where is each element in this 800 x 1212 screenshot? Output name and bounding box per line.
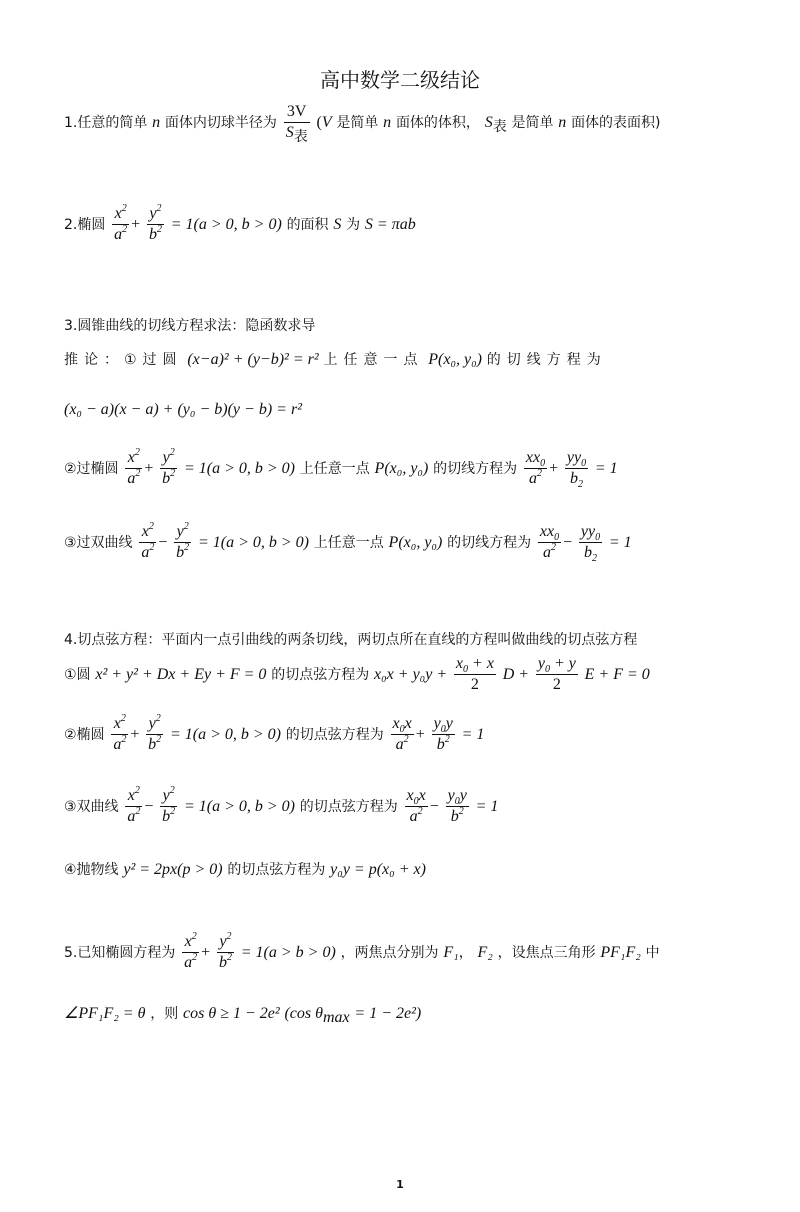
s4-ellipse: ②椭圆 $\frac{x^2}{a^2}$ + $\frac{y^2}{b^2}$ = 1(a > 0, b > 0) 的切点弦方程为 $\frac{x_0x}{a^2}$ + $\frac{y_0y}{b^2}$ = 1 (64, 713, 485, 753)
s4-circle-res-c: E + F = 0 (584, 666, 650, 683)
s2-condition: = 1(a > 0, b > 0) (170, 216, 282, 233)
s5-angle: ∠PF₁F₂ = θ (64, 1005, 146, 1022)
s1-frac-num: 3V (284, 104, 310, 123)
s3-circle-tangent-eq: (x₀ − a)(x − a) + (y₀ − b)(y − b) = r² (64, 401, 302, 418)
s3-heading-text: 3.圆锥曲线的切线方程求法：隐函数求导 (64, 318, 316, 334)
page-number: 1 (396, 1178, 404, 1191)
s3-hyperbola: ③过双曲线 $\frac{x^2}{a^2}$ − $\frac{y^2}{b^2}$ = 1(a > 0, b > 0) 上任意一点 P(x₀, y₀) 的切线方程为 $\frac{xx_0}{a^2}$ − $\frac{yy_0}{b_2}$ = 1 (64, 521, 632, 564)
s1-text-3: 是简单 (336, 115, 379, 131)
s5-inequality: cos θ ≥ 1 − 2e² (183, 1005, 280, 1022)
s3-circle-eq: (x−a)² + (y−b)² = r² (187, 351, 319, 368)
s3-ellipse-text-2: 的切线方程为 (433, 461, 518, 477)
s4-hyperbola-label: ③双曲线 (64, 799, 119, 815)
s4-circle-res-b: D + (502, 666, 530, 683)
s3-circle-tangent (64, 402, 302, 418)
section-5: 5.已知椭圆方程为 $\frac{x^2}{a^2}$ + $\frac{y^2}{b^2}$ = 1(a > b > 0) ，两焦点分别为 F₁， F₂ ，设焦点三角形 PF₁F₂ 中 (64, 931, 660, 971)
s4-hyperbola-rhs: = 1 (475, 798, 499, 815)
s3-text-1: 上任意一点 (323, 352, 424, 368)
section-1: 1.任意的简单 n 面体内切球半径为 $\frac{3V}{S_表}$ (V 是简单 n 面体的体积， $S_表$ 是简单 n 面体的表面积) (64, 103, 661, 145)
s5-f2: F₂ (477, 944, 493, 961)
s3-ellipse-text-1: 上任意一点 (299, 461, 370, 477)
s4-ellipse-text: 的切点弦方程为 (285, 727, 384, 743)
s4-parabola-text: 的切点弦方程为 (227, 862, 326, 878)
s3-ellipse-label: ②过椭圆 (64, 461, 119, 477)
s4-ellipse-label: ②椭圆 (64, 727, 105, 743)
s5-cond: = 1(a > b > 0) (240, 944, 336, 961)
s1-text-5: 是简单 (511, 115, 554, 131)
s5-text-2: ，设焦点三角形 (497, 945, 596, 961)
s4-circle-text: 的切点弦方程为 (271, 667, 370, 683)
s3-hyperbola-text-1: 上任意一点 (313, 535, 384, 551)
s1-text-4: 面体的体积， (395, 115, 480, 131)
s3-inference (64, 352, 736, 368)
s4-parabola-eq: y² = 2px(p > 0) (123, 861, 223, 878)
s3-ellipse-rhs: = 1 (594, 460, 618, 477)
s3-hyperbola-cond: = 1(a > 0, b > 0) (197, 534, 309, 551)
s4-heading-text: 4.切点弦方程：平面内一点引曲线的两条切线，两切点所在直线的方程叫做曲线的切点弦方程 (64, 632, 638, 648)
s4-ellipse-cond: = 1(a > 0, b > 0) (169, 726, 281, 743)
section-5-line-2 (64, 1005, 422, 1026)
s4-parabola-res: y₀y = p(x₀ + x) (330, 861, 426, 878)
s5-sep: ， (458, 945, 473, 961)
s3-inference-label: 推论：①过圆 (64, 352, 183, 368)
s4-hyperbola: ③双曲线 $\frac{x^2}{a^2}$ − $\frac{y^2}{b^2}$ = 1(a > 0, b > 0) 的切点弦方程为 $\frac{x_0x}{a^2}$ − $\frac{y_0y}{b^2}$ = 1 (64, 785, 499, 825)
s3-hyperbola-label: ③过双曲线 (64, 535, 133, 551)
s1-fraction (284, 103, 310, 145)
s3-heading (64, 318, 315, 333)
page-title: 高中数学二级结论 (320, 68, 480, 92)
s3-hyperbola-rhs: = 1 (608, 534, 632, 551)
s4-circle-eq: x² + y² + Dx + Ey + F = 0 (95, 666, 267, 683)
s4-heading (64, 632, 637, 647)
s4-circle: ①圆 x² + y² + Dx + Ey + F = 0 的切点弦方程为 x₀x + y₀y + $\frac{x_0 + x}{2}$ D + $\frac{y_0 + y}{2}$ E + F = 0 (64, 655, 650, 693)
s3-ellipse-point: P(x₀, y₀) (374, 460, 429, 477)
s4-circle-label: ①圆 (64, 667, 91, 683)
s3-point: P(x₀, y₀) (428, 351, 482, 368)
s3-hyperbola-text-2: 的切线方程为 (447, 535, 532, 551)
s2-text-1: 的面积 (286, 217, 329, 233)
s2-prefix: 2.椭圆 (64, 217, 106, 233)
s5-max-rhs: = 1 − 2e²) (354, 1005, 422, 1022)
s4-hyperbola-cond: = 1(a > 0, b > 0) (183, 798, 295, 815)
s4-parabola-label: ④抛物线 (64, 862, 119, 878)
s5-max: (cos θ (284, 1005, 323, 1022)
s3-ellipse-cond: = 1(a > 0, b > 0) (183, 460, 295, 477)
s4-hyperbola-text: 的切点弦方程为 (299, 799, 398, 815)
s1-prefix: 1.任意的简单 (64, 115, 148, 131)
s5-triangle: PF₁F₂ (600, 944, 641, 961)
s5-text-1: ，两焦点分别为 (340, 945, 439, 961)
s3-ellipse: ②过椭圆 $\frac{x^2}{a^2}$ + $\frac{y^2}{b^2}$ = 1(a > 0, b > 0) 上任意一点 P(x₀, y₀) 的切线方程为 $\frac{xx_0}{a^2}$ + $\frac{yy_0}{b_2}$ = 1 (64, 447, 618, 490)
s1-text: 面体内切球半径为 (164, 115, 277, 131)
s5-text-4: ，则 (150, 1006, 179, 1022)
s2-formula: S = πab (364, 216, 416, 233)
s5-prefix: 5.已知椭圆方程为 (64, 945, 176, 961)
s4-ellipse-rhs: = 1 (461, 726, 485, 743)
s5-f1: F₁ (443, 944, 459, 961)
s1-text-6: 面体的表面积) (571, 115, 661, 131)
s1-paren: ( (316, 114, 322, 131)
s4-parabola (64, 862, 426, 878)
s4-circle-res-a: x₀x + y₀y + (374, 666, 448, 683)
s2-text-2: 为 (346, 217, 361, 233)
section-2: 2.椭圆 $\frac{x^2}{a^2}$ + $\frac{y^2}{b^2}$ = 1(a > 0, b > 0) 的面积 S 为 S = πab (64, 203, 416, 243)
s5-text-3: 中 (645, 945, 660, 961)
s3-text-2: 的切线方程为 (486, 352, 607, 368)
s1-frac-den-sub: 表 (293, 129, 308, 145)
s1-frac-den: S (285, 124, 294, 141)
s5-max-sub: max (322, 1009, 350, 1026)
s3-hyperbola-point: P(x₀, y₀) (388, 534, 443, 551)
